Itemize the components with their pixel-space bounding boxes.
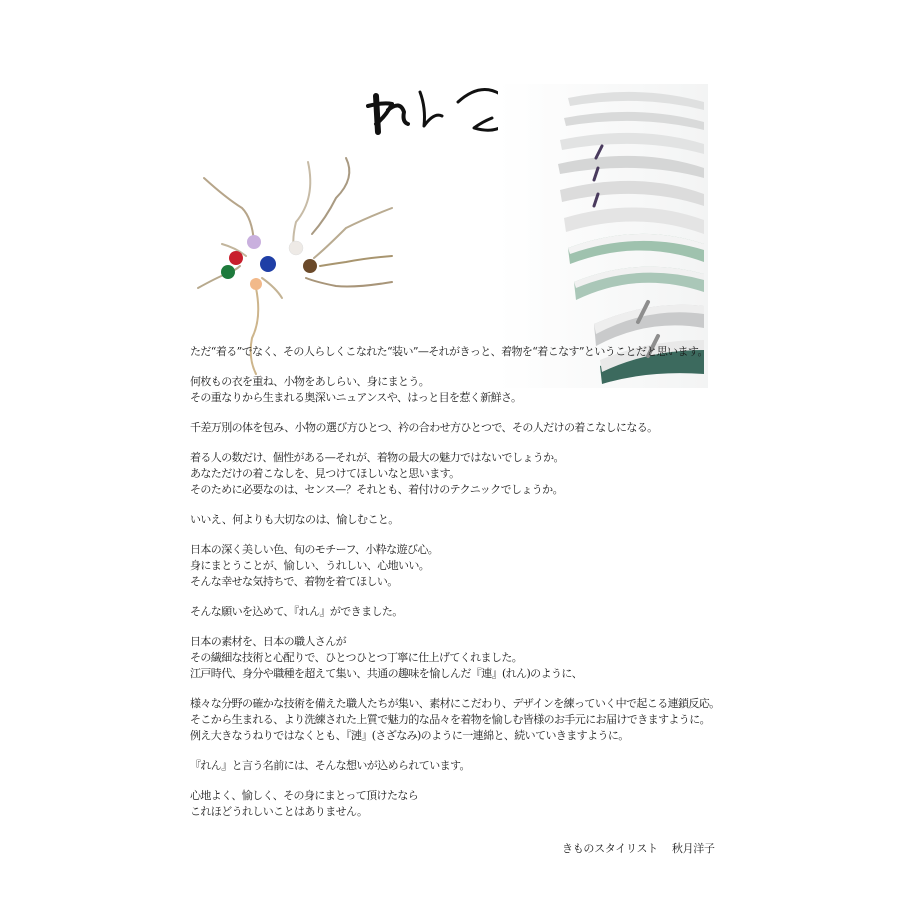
text-line: 『れん』と言う名前には、そんな想いが込められています。 (190, 759, 470, 772)
paragraph-4 (190, 450, 710, 498)
text-line: 何枚もの衣を重ね、小物をあしらい、身にまとう。 (190, 375, 430, 388)
text-line: そのために必要なのは、センス—？それとも、着付けのテクニックでしょうか。 (190, 483, 563, 496)
text-line: ただ“着る”でなく、その人らしくこなれた“装い”—それがきっと、着物を“着こなす”ということだと思います。 (190, 345, 708, 358)
text-line: そんな願いを込めて、『れん』ができました。 (190, 605, 403, 618)
text-line: 様々な分野の確かな技術を備えた職人たちが集い、素材にこだわり、デザインを練っていく中で起こる連鎖反応。 (190, 697, 720, 710)
zori-sandals-photo (498, 84, 708, 388)
text-line: その重なりから生まれる奥深いニュアンスや、はっと目を惹く新鮮さ。 (190, 391, 522, 404)
text-line: そこから生まれる、より洗練された上質で魅力的な品々を着物を愉しむ皆様のお手元にお届けできますように。 (190, 713, 710, 726)
text-line: 千差万別の体を包み、小物の選び方ひとつ、衿の合わせ方ひとつで、その人だけの着こなしになる。 (190, 421, 658, 434)
text-line: これほどうれしいことはありません。 (190, 805, 368, 818)
text-line: 例え大きなうねりではなくとも、『漣』(さざなみ)のように一連綿と、続いていきますように。 (190, 729, 629, 742)
paragraph-10 (190, 758, 710, 774)
signature (562, 840, 715, 856)
text-line: 心地よく、愉しく、その身にまとって頂けたなら (190, 789, 419, 802)
text-line: 日本の素材を、日本の職人さんが (190, 635, 346, 648)
body-text (190, 344, 720, 834)
paragraph-1 (190, 344, 710, 360)
text-line: あなただけの着こなしを、見つけてほしいなと思います。 (190, 467, 460, 480)
text-line: 着る人の数だけ、個性がある—それが、着物の最大の魅力ではないでしょうか。 (190, 451, 564, 464)
text-line: 江戸時代、身分や職種を超えて集い、共通の趣味を愉しんだ『連』(れん)のように、 (190, 667, 583, 680)
text-line: その繊細な技術と心配りで、ひとつひとつ丁寧に仕上げてくれました。 (190, 651, 523, 664)
stylist-role: きものスタイリスト (562, 842, 658, 855)
text-line: そんな幸せな気持ちで、着物を着てほしい。 (190, 575, 398, 588)
stylist-name: 秋月洋子 (671, 842, 715, 855)
paragraph-7 (190, 604, 710, 620)
paragraph-5 (190, 512, 710, 528)
beaded-cords-photo (196, 138, 400, 376)
paragraph-11 (190, 788, 710, 820)
text-line: いいえ、何よりも大切なのは、愉しむこと。 (190, 513, 399, 526)
paragraph-3 (190, 420, 710, 436)
paragraph-6 (190, 542, 710, 590)
paragraph-2 (190, 374, 710, 406)
paragraph-8 (190, 634, 710, 682)
text-line: 身にまとうことが、愉しい、うれしい、心地いい。 (190, 559, 430, 572)
paragraph-9 (190, 696, 720, 744)
text-line: 日本の深く美しい色、旬のモチーフ、小粋な遊び心。 (190, 543, 439, 556)
